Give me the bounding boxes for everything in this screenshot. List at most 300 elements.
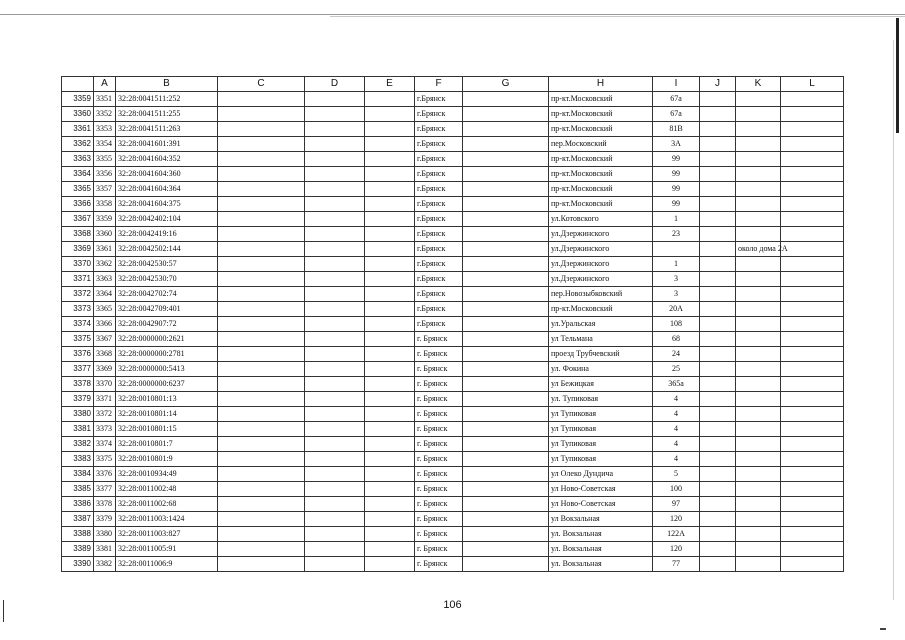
row-number: 3366 [62,197,94,212]
cell-d [305,152,365,167]
cell-i: 4 [653,407,700,422]
cell-l [781,452,844,467]
cell-g [463,182,549,197]
cell-a: 3359 [94,212,116,227]
cell-c [218,362,305,377]
cell-k [736,392,781,407]
cell-k [736,527,781,542]
cell-b: 32:28:0000000:6237 [116,377,218,392]
cell-g [463,482,549,497]
cell-j [700,392,736,407]
cell-i: 24 [653,347,700,362]
cell-h: пр-кт.Московский [549,302,653,317]
cell-c [218,437,305,452]
table-row [62,137,844,152]
cell-a: 3368 [94,347,116,362]
cell-j [700,257,736,272]
cell-c [218,242,305,257]
cell-b: 32:28:0042702:74 [116,287,218,302]
cell-h: ул.Дзержинского [549,242,653,257]
corner-cell [62,77,94,92]
cell-b: 32:28:0011005:91 [116,542,218,557]
cell-b: 32:28:0010801:9 [116,452,218,467]
table-row [62,332,844,347]
cell-b: 32:28:0011003:827 [116,527,218,542]
cell-h: пр-кт.Московский [549,122,653,137]
cell-g [463,197,549,212]
cell-c [218,212,305,227]
cell-e [365,242,415,257]
cell-b: 32:28:0011002:48 [116,482,218,497]
cell-j [700,332,736,347]
cell-e [365,167,415,182]
cell-h: пр-кт.Московский [549,182,653,197]
cell-j [700,542,736,557]
cell-j [700,452,736,467]
cell-c [218,542,305,557]
row-number: 3388 [62,527,94,542]
table-row [62,362,844,377]
cell-e [365,107,415,122]
cell-k [736,212,781,227]
table-row [62,467,844,482]
cell-i: 23 [653,227,700,242]
cell-f: г.Брянск [415,167,463,182]
row-number: 3374 [62,317,94,332]
cell-a: 3378 [94,497,116,512]
cell-f: г. Брянск [415,557,463,572]
cell-j [700,182,736,197]
cell-l [781,332,844,347]
cell-c [218,482,305,497]
cell-b: 32:28:0042419:16 [116,227,218,242]
cell-a: 3352 [94,107,116,122]
cell-h: ул. Фокина [549,362,653,377]
cell-e [365,92,415,107]
cell-g [463,347,549,362]
cell-f: г. Брянск [415,422,463,437]
cell-e [365,272,415,287]
cell-i: 67а [653,107,700,122]
cell-l [781,107,844,122]
row-number: 3365 [62,182,94,197]
row-number: 3384 [62,467,94,482]
cell-b: 32:28:0000000:2781 [116,347,218,362]
row-number: 3383 [62,452,94,467]
cell-l [781,467,844,482]
cell-d [305,377,365,392]
cell-d [305,257,365,272]
cell-f: г. Брянск [415,347,463,362]
cell-h: проезд Трубчевский [549,347,653,362]
row-number: 3363 [62,152,94,167]
cell-g [463,377,549,392]
cell-h: ул Ново-Советская [549,497,653,512]
cell-a: 3367 [94,332,116,347]
cell-a: 3376 [94,467,116,482]
cell-g [463,497,549,512]
cell-h: пер.Новозыбковский [549,287,653,302]
cell-g [463,467,549,482]
table-row [62,407,844,422]
cell-b: 32:28:0041604:375 [116,197,218,212]
cell-j [700,362,736,377]
cell-k [736,422,781,437]
cell-i: 4 [653,452,700,467]
cell-f: г. Брянск [415,377,463,392]
cell-f: г. Брянск [415,437,463,452]
cell-a: 3373 [94,422,116,437]
scan-edge-line [330,16,905,17]
cell-l [781,377,844,392]
cell-h: ул. Вокзальная [549,542,653,557]
cell-d [305,512,365,527]
cell-a: 3374 [94,437,116,452]
cell-f: г.Брянск [415,317,463,332]
cell-l [781,437,844,452]
cell-a: 3351 [94,92,116,107]
cell-i: 3А [653,137,700,152]
table-row [62,482,844,497]
cell-c [218,512,305,527]
table-row [62,242,844,257]
cell-j [700,302,736,317]
cell-j [700,407,736,422]
cell-b: 32:28:0041604:360 [116,167,218,182]
cell-a: 3361 [94,242,116,257]
table-row [62,542,844,557]
cell-f: г. Брянск [415,362,463,377]
cell-e [365,482,415,497]
row-number: 3390 [62,557,94,572]
cell-k [736,362,781,377]
cell-d [305,467,365,482]
cell-l [781,317,844,332]
cell-c [218,452,305,467]
cell-e [365,437,415,452]
table-row [62,392,844,407]
cell-d [305,407,365,422]
cell-l [781,482,844,497]
cell-l [781,287,844,302]
cell-h: ул.Дзержинского [549,257,653,272]
cell-a: 3379 [94,512,116,527]
cell-e [365,422,415,437]
cell-k [736,317,781,332]
cell-l [781,122,844,137]
cell-l [781,92,844,107]
cell-b: 32:28:0010801:7 [116,437,218,452]
cell-a: 3353 [94,122,116,137]
cell-e [365,227,415,242]
row-number: 3367 [62,212,94,227]
cell-i: 1 [653,212,700,227]
table-row [62,527,844,542]
cell-c [218,272,305,287]
cell-g [463,392,549,407]
cell-l [781,182,844,197]
cell-h: пр-кт.Московский [549,197,653,212]
cell-a: 3354 [94,137,116,152]
cell-l [781,422,844,437]
cell-a: 3370 [94,377,116,392]
cell-g [463,437,549,452]
cell-k [736,107,781,122]
cell-c [218,167,305,182]
cell-g [463,257,549,272]
cell-c [218,317,305,332]
cell-i: 122А [653,527,700,542]
cell-g [463,242,549,257]
cell-b: 32:28:0042907:72 [116,317,218,332]
table-row [62,212,844,227]
cell-l [781,557,844,572]
cell-k [736,467,781,482]
cell-h: ул Тупиковая [549,437,653,452]
cell-k [736,167,781,182]
cell-h: ул. Вокзальная [549,557,653,572]
cell-j [700,227,736,242]
cell-j [700,137,736,152]
cell-f: г.Брянск [415,242,463,257]
cell-b: 32:28:0041511:255 [116,107,218,122]
cell-f: г.Брянск [415,212,463,227]
table-row [62,497,844,512]
cell-i: 108 [653,317,700,332]
cell-h: ул Тупиковая [549,422,653,437]
cell-e [365,362,415,377]
cell-g [463,137,549,152]
table-row [62,107,844,122]
column-header: F [415,77,463,92]
cell-g [463,407,549,422]
cell-g [463,527,549,542]
cell-j [700,422,736,437]
column-header: E [365,77,415,92]
cell-i: 81В [653,122,700,137]
cell-c [218,182,305,197]
cell-d [305,422,365,437]
cell-c [218,527,305,542]
cell-j [700,242,736,257]
cell-c [218,197,305,212]
row-number: 3378 [62,377,94,392]
cell-k [736,497,781,512]
cell-d [305,542,365,557]
cell-g [463,362,549,377]
cell-e [365,527,415,542]
cell-a: 3364 [94,287,116,302]
cell-e [365,557,415,572]
cell-j [700,557,736,572]
row-number: 3386 [62,497,94,512]
cell-h: ул Олеко Дундича [549,467,653,482]
cell-b: 32:28:0041511:263 [116,122,218,137]
cell-i: 3 [653,287,700,302]
cell-e [365,347,415,362]
cell-a: 3382 [94,557,116,572]
cell-i: 4 [653,437,700,452]
table-row [62,182,844,197]
cell-i: 120 [653,542,700,557]
cell-c [218,287,305,302]
cell-j [700,122,736,137]
cell-i: 99 [653,167,700,182]
cell-g [463,122,549,137]
cell-j [700,152,736,167]
cell-e [365,512,415,527]
cell-l [781,272,844,287]
table-row [62,197,844,212]
cell-d [305,167,365,182]
cell-h: ул Бежицкая [549,377,653,392]
cell-e [365,377,415,392]
cell-b: 32:28:0011002:68 [116,497,218,512]
cell-f: г.Брянск [415,272,463,287]
cell-h: ул Тельмана [549,332,653,347]
cell-a: 3375 [94,452,116,467]
cell-k [736,182,781,197]
cell-e [365,497,415,512]
cell-e [365,212,415,227]
row-number: 3380 [62,407,94,422]
table-row [62,92,844,107]
cell-c [218,377,305,392]
cell-d [305,392,365,407]
cell-d [305,227,365,242]
cell-g [463,422,549,437]
cell-h: ул Тупиковая [549,407,653,422]
cell-k [736,287,781,302]
cell-e [365,332,415,347]
cell-f: г. Брянск [415,527,463,542]
cell-k [736,407,781,422]
cell-c [218,407,305,422]
cell-k [736,122,781,137]
cell-h: ул Тупиковая [549,452,653,467]
cell-f: г. Брянск [415,497,463,512]
cell-h: пр-кт.Московский [549,92,653,107]
cell-a: 3365 [94,302,116,317]
cell-h: ул.Дзержинского [549,272,653,287]
row-number: 3359 [62,92,94,107]
cell-e [365,452,415,467]
cell-e [365,287,415,302]
cell-i: 99 [653,182,700,197]
row-number: 3372 [62,287,94,302]
cell-i: 120 [653,512,700,527]
cell-f: г.Брянск [415,257,463,272]
row-number: 3364 [62,167,94,182]
cell-c [218,347,305,362]
cell-i: 100 [653,482,700,497]
cell-c [218,92,305,107]
cell-c [218,227,305,242]
row-number: 3389 [62,542,94,557]
cell-d [305,287,365,302]
cell-l [781,512,844,527]
table-row [62,437,844,452]
cell-f: г.Брянск [415,92,463,107]
cell-a: 3358 [94,197,116,212]
column-header: J [700,77,736,92]
table-row [62,317,844,332]
cell-c [218,302,305,317]
cell-g [463,452,549,467]
cell-l [781,302,844,317]
cell-l [781,407,844,422]
cell-f: г.Брянск [415,107,463,122]
row-number: 3376 [62,347,94,362]
cell-e [365,122,415,137]
cell-c [218,422,305,437]
column-header: K [736,77,781,92]
cell-h: пр-кт.Московский [549,152,653,167]
row-number: 3371 [62,272,94,287]
cell-b: 32:28:0000000:2621 [116,332,218,347]
cell-c [218,497,305,512]
cell-f: г.Брянск [415,197,463,212]
cell-j [700,482,736,497]
cell-e [365,182,415,197]
cell-b: 32:28:0042530:70 [116,272,218,287]
table-row [62,512,844,527]
table-row [62,122,844,137]
cell-a: 3381 [94,542,116,557]
cell-j [700,92,736,107]
cell-l [781,542,844,557]
cell-g [463,557,549,572]
cell-j [700,197,736,212]
cell-a: 3363 [94,272,116,287]
cell-g [463,212,549,227]
cell-h: ул.Уральская [549,317,653,332]
cell-i: 67а [653,92,700,107]
cell-c [218,122,305,137]
cell-d [305,137,365,152]
cell-g [463,287,549,302]
cell-b: 32:28:0010801:14 [116,407,218,422]
cell-f: г. Брянск [415,542,463,557]
cell-l [781,167,844,182]
row-number: 3373 [62,302,94,317]
cell-d [305,272,365,287]
scan-edge-line [0,14,905,15]
cell-k [736,227,781,242]
cell-b: 32:28:0041604:364 [116,182,218,197]
cell-g [463,272,549,287]
cell-d [305,437,365,452]
row-number: 3375 [62,332,94,347]
cell-j [700,167,736,182]
cell-h: ул.Дзержинского [549,227,653,242]
cell-k [736,542,781,557]
cell-b: 32:28:0042402:104 [116,212,218,227]
column-header: L [781,77,844,92]
cell-c [218,107,305,122]
cell-k [736,332,781,347]
cell-i: 77 [653,557,700,572]
cell-c [218,257,305,272]
cell-k: около дома 2А [736,242,781,257]
cell-g [463,332,549,347]
cell-j [700,287,736,302]
cell-k [736,272,781,287]
cell-h: пер.Московский [549,137,653,152]
cell-k [736,452,781,467]
cell-a: 3356 [94,167,116,182]
cell-j [700,497,736,512]
